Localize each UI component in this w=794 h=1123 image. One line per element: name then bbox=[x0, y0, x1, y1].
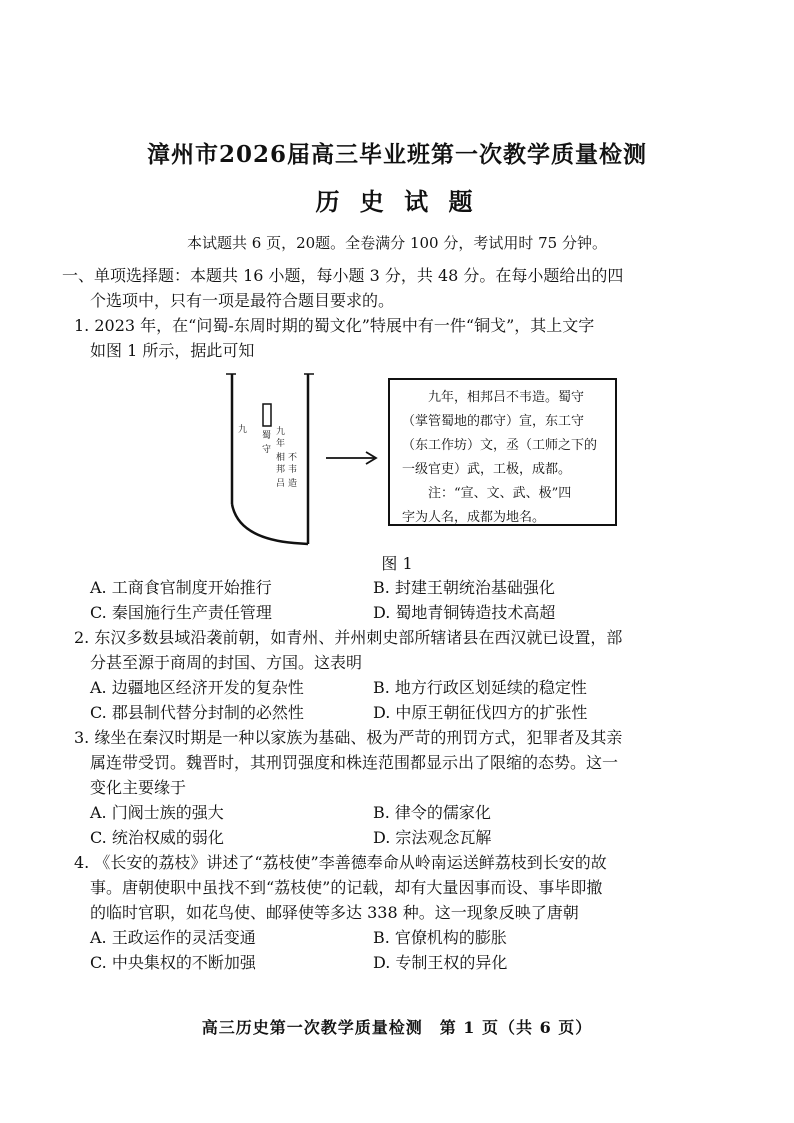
q1-stem-line2: 如图 1 所示，据此可知 bbox=[90, 341, 255, 360]
inscription-glyph: 造 bbox=[288, 479, 298, 489]
inscription-glyph: 守 bbox=[262, 445, 272, 455]
q1-option-c[interactable]: C. 秦国施行生产责任管理 bbox=[90, 603, 272, 622]
inscription-marks bbox=[238, 423, 297, 489]
box-line: 九年，相邦吕不韦造。蜀守 bbox=[428, 390, 585, 405]
q3-stem-line3: 变化主要缘于 bbox=[90, 778, 187, 797]
inscription-glyph: 年 bbox=[276, 439, 286, 449]
inscription-glyph: 吕 bbox=[276, 479, 286, 489]
inscription-glyph: 相 bbox=[276, 453, 286, 463]
inscription-glyph: 蜀 bbox=[262, 431, 272, 441]
figure1-caption: 图 1 bbox=[381, 554, 413, 573]
figure1-transcription-box bbox=[388, 378, 617, 526]
inscription-glyph: 邦 bbox=[276, 465, 286, 475]
q3-stem-line2: 属连带受罚。魏晋时，其刑罚强度和株连范围都显示出了限缩的态势。这一 bbox=[90, 753, 619, 772]
bronze-ge-sketch bbox=[222, 368, 318, 546]
section1-heading-line2: 个选项中，只有一项是最符合题目要求的。 bbox=[90, 291, 395, 310]
box-line: 一级官吏）武，工极，成都。 bbox=[402, 462, 572, 477]
q2-stem-line2: 分甚至源于商周的封国、方国。这表明 bbox=[90, 653, 363, 672]
box-line: （掌管蜀地的郡守）宣，东工守 bbox=[402, 414, 585, 429]
q1-option-a[interactable]: A. 工商食官制度开始推行 bbox=[90, 578, 272, 597]
q4-option-c[interactable]: C. 中央集权的不断加强 bbox=[90, 953, 256, 972]
q3-option-d[interactable]: D. 宗法观念瓦解 bbox=[373, 828, 492, 847]
inscription-glyph: 九 bbox=[238, 425, 248, 435]
q4-option-a[interactable]: A. 王政运作的灵活变通 bbox=[90, 928, 256, 947]
box-note-line1: 注：“宣、文、武、极”四 bbox=[428, 486, 572, 501]
exam-title: 漳州市2026届高三毕业班第一次教学质量检测 bbox=[146, 141, 647, 168]
q4-option-b[interactable]: B. 官僚机构的膨胀 bbox=[373, 928, 507, 947]
q1-option-b[interactable]: B. 封建王朝统治基础强化 bbox=[373, 578, 555, 597]
q2-stem-line1: 2. 东汉多数县域沿袭前朝，如青州、并州刺史部所辖诸县在西汉就已设置，部 bbox=[74, 628, 623, 647]
box-note-line2: 字为人名，成都为地名。 bbox=[402, 510, 546, 525]
q4-stem-line1: 4. 《长安的荔枝》讲述了“荔枝使”李善德奉命从岭南运送鲜荔枝到长安的故 bbox=[74, 853, 607, 872]
page-footer: 高三历史第一次教学质量检测 第 1 页（共 6 页） bbox=[201, 1018, 593, 1037]
q3-stem-line1: 3. 缘坐在秦汉时期是一种以家族为基础、极为严苛的刑罚方式，犯罪者及其亲 bbox=[74, 728, 623, 747]
q4-stem-line2: 事。唐朝使职中虽找不到“荔枝使”的记载，却有大量因事而设、事毕即撤 bbox=[90, 878, 603, 897]
q4-stem-line3: 的临时官职，如花鸟使、邮驿使等多达 338 种。这一现象反映了唐朝 bbox=[90, 903, 579, 922]
q2-option-d[interactable]: D. 中原王朝征伐四方的扩张性 bbox=[373, 703, 588, 722]
q1-stem-line1: 1. 2023 年，在“问蜀-东周时期的蜀文化”特展中有一件“铜戈”，其上文字 bbox=[74, 316, 595, 335]
arrow-right-icon bbox=[324, 450, 380, 466]
inscription-glyph: 九 bbox=[276, 427, 286, 437]
q2-option-b[interactable]: B. 地方行政区划延续的稳定性 bbox=[373, 678, 587, 697]
q1-option-d[interactable]: D. 蜀地青铜铸造技术高超 bbox=[373, 603, 556, 622]
section1-heading-line1: 一、单项选择题：本题共 16 小题，每小题 3 分，共 48 分。在每小题给出的四 bbox=[62, 266, 624, 285]
q3-option-c[interactable]: C. 统治权威的弱化 bbox=[90, 828, 224, 847]
subject-title: 历 史 试 题 bbox=[315, 187, 479, 216]
exam-notice: 本试题共 6 页，20题。全卷满分 100 分，考试用时 75 分钟。 bbox=[187, 234, 607, 252]
q2-option-a[interactable]: A. 边疆地区经济开发的复杂性 bbox=[90, 678, 304, 697]
q2-option-c[interactable]: C. 郡县制代替分封制的必然性 bbox=[90, 703, 304, 722]
q3-option-b[interactable]: B. 律令的儒家化 bbox=[373, 803, 491, 822]
inscription-glyph: 不 bbox=[288, 453, 298, 463]
box-line: （东工作坊）文，丞（工师之下的 bbox=[402, 438, 598, 453]
q3-option-a[interactable]: A. 门阀士族的强大 bbox=[90, 803, 224, 822]
inscription-glyph: 韦 bbox=[288, 465, 298, 475]
q4-option-d[interactable]: D. 专制王权的异化 bbox=[373, 953, 508, 972]
